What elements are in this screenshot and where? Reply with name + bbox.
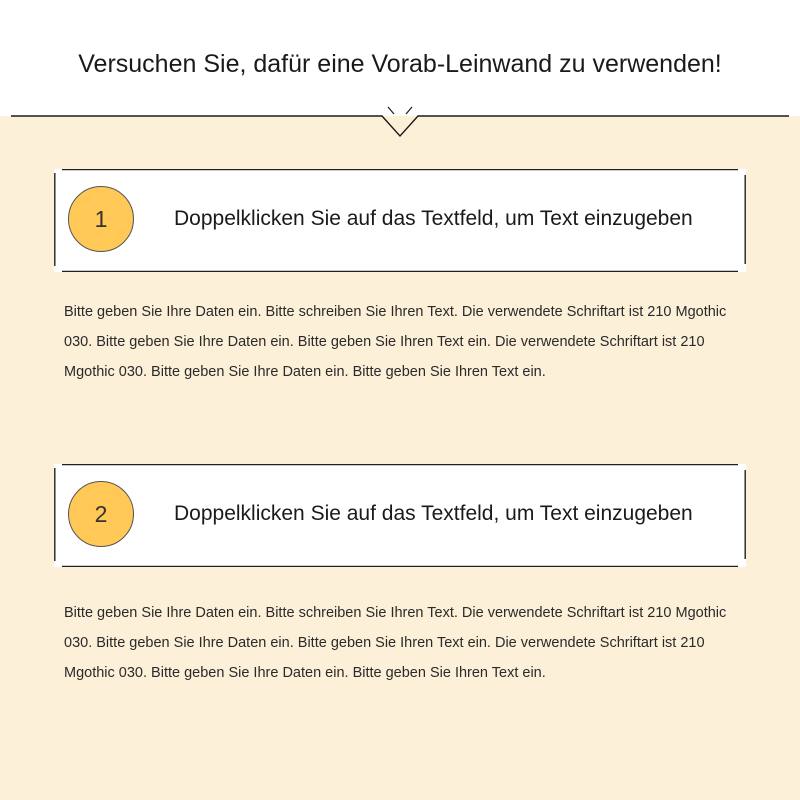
section-card-2[interactable] [54,464,746,567]
section-heading[interactable]: Doppelklicken Sie auf das Textfeld, um Text einzugeben [174,502,693,525]
step-number-badge: 1 [68,186,134,252]
section-card-1[interactable] [54,169,746,272]
section-body-text[interactable]: Bitte geben Sie Ihre Daten ein. Bitte schreiben Sie Ihren Text. Die verwendete Schriftart ist 210 Mgothic 030. Bitte geben Sie Ihre Daten ein. Bitte geben Sie Ihren Text ein. Die verwendete Schriftart ist 210 Mgothic 030. Bitte geben Sie Ihre Daten ein. Bitte geben Sie Ihren Text ein. [64,605,727,681]
header-divider [0,104,800,138]
section-heading[interactable]: Doppelklicken Sie auf das Textfeld, um Text einzugeben [174,207,693,230]
section-body-text[interactable]: Bitte geben Sie Ihre Daten ein. Bitte schreiben Sie Ihren Text. Die verwendete Schriftart ist 210 Mgothic 030. Bitte geben Sie Ihre Daten ein. Bitte geben Sie Ihren Text ein. Die verwendete Schriftart ist 210 Mgothic 030. Bitte geben Sie Ihre Daten ein. Bitte geben Sie Ihren Text ein. [64,304,727,380]
step-number-badge: 2 [68,481,134,547]
page-title: Versuchen Sie, dafür eine Vorab-Leinwand zu verwenden! [78,50,722,78]
